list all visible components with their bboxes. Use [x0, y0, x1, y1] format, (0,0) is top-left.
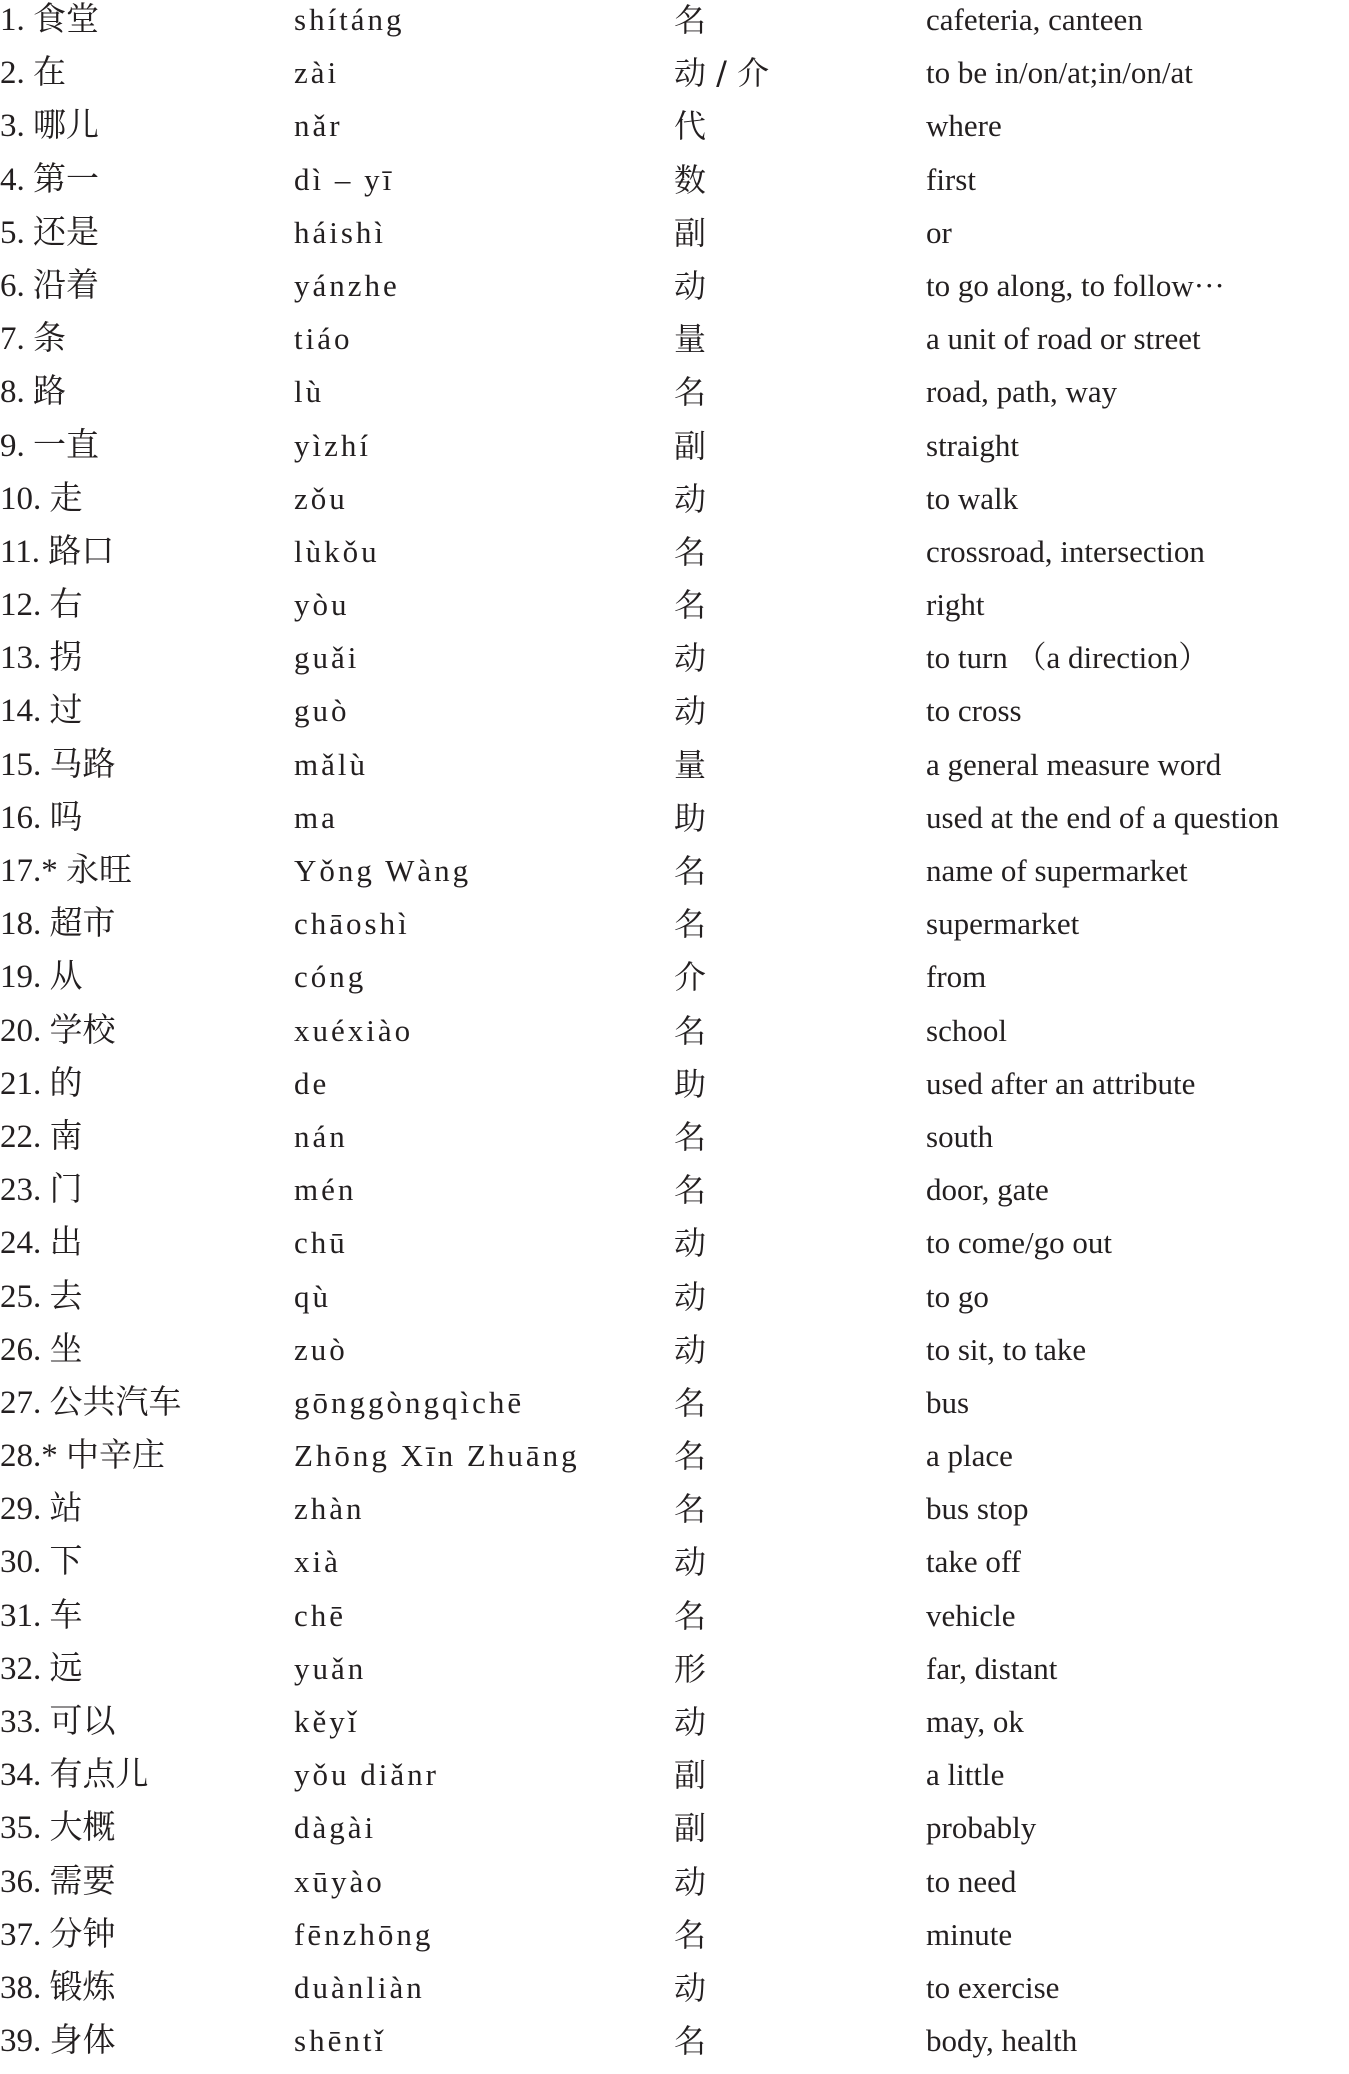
- part-of-speech: 名: [674, 586, 707, 625]
- vocab-row: [0, 798, 1349, 851]
- pinyin: yánzhe: [294, 267, 400, 303]
- english-meaning: first: [926, 161, 976, 197]
- english-meaning: door, gate: [926, 1172, 1049, 1208]
- vocab-row: [0, 1436, 1349, 1489]
- word-number: 30. 下: [0, 1544, 83, 1581]
- english-meaning: south: [926, 1118, 994, 1154]
- pinyin: shēntǐ: [294, 2023, 387, 2059]
- part-of-speech: 动: [674, 1224, 707, 1263]
- vocab-row: [0, 1330, 1349, 1383]
- word-number: 15. 马路: [0, 746, 116, 783]
- part-of-speech: 名: [674, 905, 707, 944]
- word-number: 33. 可以: [0, 1704, 116, 1740]
- english-meaning: take off: [926, 1544, 1021, 1580]
- english-meaning: or: [926, 214, 952, 250]
- part-of-speech: 名: [674, 1011, 707, 1050]
- vocab-row: [0, 213, 1349, 266]
- pinyin: nǎr: [294, 108, 343, 144]
- word-number: 3. 哪儿: [0, 108, 99, 145]
- pinyin: xūyào: [294, 1863, 385, 1899]
- english-meaning: a place: [926, 1438, 1013, 1474]
- english-meaning: to exercise: [926, 1969, 1060, 2005]
- vocab-row: [0, 0, 1349, 53]
- vocab-row: [0, 1117, 1349, 1170]
- english-meaning: probably: [926, 1810, 1037, 1846]
- pinyin: zài: [294, 55, 340, 91]
- word-number: 9. 一直: [0, 427, 99, 464]
- word-number: 31. 车: [0, 1597, 83, 1634]
- part-of-speech: 动: [674, 1703, 707, 1741]
- word-number: 14. 过: [0, 693, 83, 730]
- english-meaning: to come/go out: [926, 1225, 1112, 1261]
- pinyin: dì – yī: [294, 161, 395, 197]
- pinyin: fēnzhōng: [294, 1916, 434, 1952]
- vocab-row: [0, 1383, 1349, 1436]
- word-number: 4. 第一: [0, 161, 99, 198]
- part-of-speech: 名: [674, 1117, 707, 1156]
- vocab-row: [0, 1808, 1349, 1861]
- part-of-speech: 动: [674, 1330, 707, 1369]
- part-of-speech: 副: [674, 1809, 707, 1848]
- pinyin: guǎi: [294, 640, 360, 676]
- english-meaning: to walk: [926, 480, 1019, 516]
- part-of-speech: 助: [674, 798, 707, 837]
- pinyin: ma: [294, 799, 338, 835]
- pinyin: qù: [294, 1278, 331, 1314]
- english-meaning: used after an attribute: [926, 1065, 1196, 1101]
- word-number: 16. 吗: [0, 799, 83, 836]
- word-number: 8. 路: [0, 374, 66, 411]
- english-meaning: minute: [926, 1916, 1013, 1952]
- english-meaning: to go: [926, 1278, 989, 1314]
- part-of-speech: 动: [674, 1543, 707, 1582]
- english-meaning: bus stop: [926, 1491, 1029, 1527]
- vocab-row: [0, 957, 1349, 1010]
- part-of-speech: 量: [674, 320, 707, 359]
- vocab-row: [0, 851, 1349, 904]
- english-meaning: from: [926, 959, 987, 995]
- pinyin: lùkǒu: [294, 533, 380, 569]
- word-number: 28.* 中辛庄: [0, 1438, 165, 1475]
- vocab-row: [0, 1968, 1349, 2021]
- vocab-row: [0, 1649, 1349, 1702]
- pinyin: yìzhí: [294, 427, 371, 463]
- vocab-row: [0, 372, 1349, 425]
- pinyin: xià: [294, 1544, 341, 1580]
- pinyin: de: [294, 1065, 330, 1101]
- part-of-speech: 名: [674, 1490, 707, 1529]
- vocab-row: [0, 2021, 1349, 2074]
- part-of-speech: 副: [674, 213, 707, 252]
- word-number: 23. 门: [0, 1172, 83, 1209]
- vocab-row: [0, 1170, 1349, 1223]
- vocab-row: [0, 319, 1349, 372]
- pinyin: dàgài: [294, 1810, 377, 1846]
- part-of-speech: 名: [674, 1171, 707, 1210]
- word-number: 35. 大概: [0, 1810, 116, 1847]
- part-of-speech: 名: [674, 852, 707, 890]
- english-meaning: road, path, way: [926, 374, 1118, 410]
- pinyin: nán: [294, 1118, 348, 1154]
- english-meaning: vehicle: [926, 1597, 1016, 1633]
- pinyin: zǒu: [294, 480, 348, 516]
- word-number: 39. 身体: [0, 2023, 116, 2060]
- pinyin: gōnggòngqìchē: [294, 1384, 525, 1420]
- part-of-speech: 名: [674, 1437, 707, 1476]
- word-number: 34. 有点儿: [0, 1757, 149, 1794]
- word-number: 1. 食堂: [0, 2, 99, 38]
- part-of-speech: 名: [674, 1596, 707, 1635]
- vocab-row: [0, 1223, 1349, 1276]
- part-of-speech: 动: [674, 479, 707, 518]
- pinyin: shítáng: [294, 2, 405, 37]
- part-of-speech: 动: [674, 266, 707, 305]
- word-number: 17.* 永旺: [0, 853, 132, 889]
- vocab-row: [0, 53, 1349, 106]
- pinyin: Zhōng Xīn Zhuāng: [294, 1438, 580, 1474]
- part-of-speech: 介: [674, 958, 707, 997]
- word-number: 7. 条: [0, 321, 66, 358]
- english-meaning: far, distant: [926, 1650, 1058, 1686]
- english-meaning: body, health: [926, 2023, 1078, 2059]
- pinyin: tiáo: [294, 321, 353, 357]
- word-number: 27. 公共汽车: [0, 1384, 182, 1421]
- vocab-row: [0, 479, 1349, 532]
- english-meaning: used at the end of a question: [926, 799, 1279, 835]
- english-meaning: to turn （a direction）: [926, 640, 1210, 676]
- vocab-row: [0, 1277, 1349, 1330]
- part-of-speech: 量: [674, 745, 707, 784]
- word-number: 24. 出: [0, 1225, 83, 1262]
- pinyin: zhàn: [294, 1491, 365, 1527]
- english-meaning: to go along, to follow···: [926, 267, 1225, 303]
- pinyin: háishì: [294, 214, 387, 250]
- part-of-speech: 数: [674, 160, 707, 199]
- part-of-speech: 副: [674, 1756, 707, 1795]
- pinyin: yòu: [294, 587, 350, 623]
- part-of-speech: 动 / 介: [674, 54, 770, 93]
- part-of-speech: 副: [674, 426, 707, 465]
- vocab-row: [0, 1755, 1349, 1808]
- vocab-row: [0, 532, 1349, 585]
- vocab-row: [0, 585, 1349, 638]
- word-number: 21. 的: [0, 1065, 83, 1102]
- part-of-speech: 助: [674, 1064, 707, 1103]
- vocab-row: [0, 1596, 1349, 1649]
- vocab-row: [0, 904, 1349, 957]
- pinyin: mén: [294, 1172, 357, 1208]
- vocab-row: [0, 426, 1349, 479]
- vocab-row: [0, 1064, 1349, 1117]
- pinyin: chū: [294, 1225, 348, 1261]
- vocab-row: [0, 1702, 1349, 1755]
- english-meaning: bus: [926, 1384, 970, 1420]
- english-meaning: to need: [926, 1863, 1017, 1899]
- word-number: 29. 站: [0, 1491, 83, 1528]
- english-meaning: to cross: [926, 693, 1022, 729]
- part-of-speech: 动: [674, 639, 707, 678]
- part-of-speech: 名: [674, 532, 707, 571]
- pinyin: guò: [294, 693, 350, 729]
- vocab-row: [0, 1915, 1349, 1968]
- word-number: 12. 右: [0, 587, 83, 624]
- pinyin: mǎlù: [294, 746, 368, 782]
- word-number: 18. 超市: [0, 906, 116, 943]
- part-of-speech: 名: [674, 2022, 707, 2061]
- vocab-row: [0, 160, 1349, 213]
- pinyin: chē: [294, 1597, 347, 1633]
- vocab-row: [0, 638, 1349, 691]
- english-meaning: a unit of road or street: [926, 321, 1201, 357]
- english-meaning: a general measure word: [926, 746, 1222, 782]
- vocab-row: [0, 106, 1349, 159]
- word-number: 20. 学校: [0, 1012, 116, 1049]
- word-number: 22. 南: [0, 1118, 83, 1155]
- english-meaning: school: [926, 1012, 1007, 1048]
- pinyin: cóng: [294, 959, 367, 995]
- vocab-row: [0, 266, 1349, 319]
- part-of-speech: 名: [674, 373, 707, 412]
- word-number: 25. 去: [0, 1278, 83, 1315]
- part-of-speech: 名: [674, 1383, 707, 1422]
- part-of-speech: 形: [674, 1649, 707, 1688]
- english-meaning: crossroad, intersection: [926, 533, 1205, 569]
- word-number: 2. 在: [0, 55, 66, 92]
- pinyin: yuǎn: [294, 1650, 367, 1686]
- vocab-row: [0, 1489, 1349, 1542]
- pinyin: Yǒng Wàng: [294, 853, 472, 888]
- part-of-speech: 动: [674, 1968, 707, 2007]
- word-number: 36. 需要: [0, 1863, 116, 1900]
- word-number: 37. 分钟: [0, 1916, 116, 1953]
- pinyin: kěyǐ: [294, 1704, 360, 1739]
- english-meaning: straight: [926, 427, 1019, 463]
- part-of-speech: 名: [674, 1915, 707, 1954]
- part-of-speech: 动: [674, 1277, 707, 1316]
- english-meaning: a little: [926, 1757, 1005, 1793]
- word-number: 19. 从: [0, 959, 83, 996]
- word-number: 6. 沿着: [0, 267, 99, 304]
- pinyin: zuò: [294, 1331, 348, 1367]
- vocab-row: [0, 691, 1349, 744]
- part-of-speech: 动: [674, 692, 707, 731]
- pinyin: yǒu diǎnr: [294, 1757, 439, 1793]
- word-number: 32. 远: [0, 1650, 83, 1687]
- pinyin: xuéxiào: [294, 1012, 414, 1048]
- english-meaning: name of supermarket: [926, 853, 1188, 888]
- word-number: 13. 拐: [0, 640, 83, 677]
- word-number: 5. 还是: [0, 214, 99, 251]
- english-meaning: supermarket: [926, 906, 1080, 942]
- vocab-row: [0, 1862, 1349, 1915]
- pinyin: chāoshì: [294, 906, 410, 942]
- word-number: 11. 路口: [0, 533, 115, 570]
- vocab-row: [0, 1011, 1349, 1064]
- part-of-speech: 名: [674, 1, 707, 39]
- english-meaning: to be in/on/at;in/on/at: [926, 55, 1193, 91]
- english-meaning: where: [926, 108, 1002, 144]
- word-number: 10. 走: [0, 480, 83, 517]
- english-meaning: right: [926, 587, 985, 623]
- word-number: 26. 坐: [0, 1331, 83, 1368]
- part-of-speech: 代: [674, 107, 707, 146]
- vocab-row: [0, 745, 1349, 798]
- vocab-row: [0, 1542, 1349, 1595]
- english-meaning: cafeteria, canteen: [926, 2, 1143, 37]
- word-number: 38. 锻炼: [0, 1969, 116, 2006]
- part-of-speech: 动: [674, 1862, 707, 1901]
- english-meaning: may, ok: [926, 1704, 1024, 1739]
- pinyin: duànliàn: [294, 1969, 425, 2005]
- english-meaning: to sit, to take: [926, 1331, 1087, 1367]
- pinyin: lù: [294, 374, 325, 410]
